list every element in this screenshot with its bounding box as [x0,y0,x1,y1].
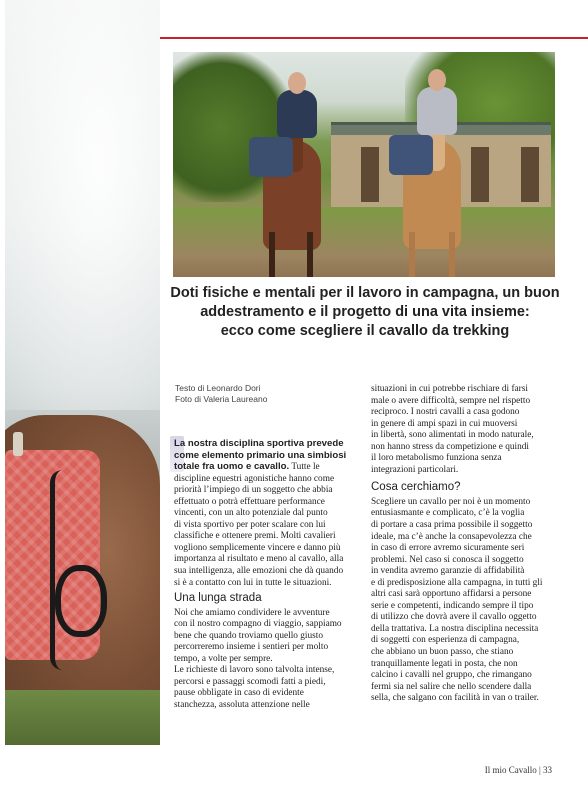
page-footer: Il mio Cavallo | 33 [484,765,552,775]
body-line: vincenti, con un alto potenziale dal punto [174,508,328,519]
rider-head [428,69,446,91]
top-rule [160,37,588,39]
body-line: stanchezza, assoluta attenzione nelle [174,700,310,711]
body-line: che abbiano un buon passo, che stiano [371,647,514,658]
body-line: pause obbligate in caso di evidente [174,688,304,699]
body-line: calcino i cavalli nel gruppo, che rimangano [371,670,532,681]
body-line: in vendita avremo garanzie di affidabilità [371,566,525,577]
credits [175,383,267,405]
horse-leg [449,232,455,277]
body-line: in caso di errore avremo sicuramente seri [371,543,525,554]
body-line: sella, che salgano con facilità in van o trailer. [371,693,539,704]
rider-legs [389,135,433,175]
main-photo-riders [173,52,555,277]
rider-head [288,72,306,94]
credit-text: Testo di Leonardo Dori [175,383,261,393]
body-line: entusiasmante e complicato, c’è la voglia [371,508,525,519]
rider-legs [249,137,293,177]
lead-line: La nostra disciplina sportiva prevede [174,438,344,449]
body-line: reciproco. I nostri cavalli a casa godono [371,407,520,418]
body-line: in libertà, sono alimentati in modo naturale, [371,430,534,441]
body-line: di utilizzo che dovrà avere il cavallo oggetto [371,612,537,623]
body-line: effettuato o potrà effettuare performance [174,496,325,507]
body-line: con il nostro compagno di viaggio, sappiamo [174,619,342,630]
stable-door [361,147,379,202]
body-line: male o avere difficoltà, sempre nel rispetto [371,395,531,406]
horse-leg [269,232,275,277]
body-line: si è a contatto con lui in tutte le situazioni. [174,577,332,588]
background-fog [5,0,160,410]
left-photo-saddle-closeup [5,0,160,745]
body-line: tempo, a volte per sempre. [174,653,273,664]
section-heading: Una lunga strada [174,592,262,605]
body-line: classifiche e ottenere premi. Molti cavalieri [174,531,336,542]
body-line: in genere di ampi spazi in cui muoversi [371,418,518,429]
body-line: problemi. Nel caso si conosca il soggetto [371,554,524,565]
subtitle-line: ecco come scegliere il cavallo da trekking [220,323,510,339]
horse-leg [409,232,415,277]
body-line: tranquillamente legati in posta, che non [371,658,518,669]
body-line: di portare a casa prima possibile il soggetto [371,520,533,531]
body-line: e di predisposizione alla campagna, in tutti gli [371,577,543,588]
body-line: ideale, ma c’è anche la consapevolezza che [371,531,532,542]
horse-leg [307,232,313,277]
rider-sweater [417,87,457,135]
body-text: Tutte le [289,462,320,473]
body-line: situazioni in cui potrebbe rischiare di farsi [371,384,528,394]
body-line: sua intelligenza, alle emozioni che dà quando [174,566,344,577]
body-line: discipline equestri agonistiche hanno come [174,473,335,484]
body-line: importanza al risultato e meno al cavallo, alla [174,554,344,565]
article-column-right [371,384,561,705]
stable-door [471,147,489,202]
body-line: altri casi sarà opportuno affidarsi a persone [371,589,532,600]
body-line: bene che quando troviamo quello giusto [174,630,323,641]
lead-line: totale fra uomo e cavallo. [174,461,290,473]
section-heading: Cosa cerchiamo? [371,481,461,494]
stable-door [521,147,539,202]
grass-path [173,207,555,277]
subtitle-line: addestramento e il progetto di una vita insieme: [200,304,530,320]
body-line: di soggetti con esperienza di campagna, [371,635,520,646]
rope-knot [55,565,107,637]
body-line: vogliono semplicemente vincere e danno più [174,542,341,553]
body-line: Noi che amiamo condividere le avventure [174,607,330,618]
body-line: fermi sia nel salire che nello scendere dalla [371,681,532,692]
body-line: integrazioni particolari. [371,464,459,475]
body-line: della trattativa. La nostra disciplina necessita [371,623,539,634]
article-subtitle [170,284,560,341]
subtitle-line: Doti fisiche e mentali per il lavoro in campagna, un buon [170,285,560,301]
body-line: il loro metabolismo funziona senza [371,453,502,464]
article-column-left [174,438,359,712]
buckle [13,432,23,456]
body-line: Le richieste di lavoro sono talvolta intense, [174,665,335,676]
body-line: Scegliere un cavallo per noi è un momento [371,496,531,507]
lead-line: come elemento primario una simbiosi [174,449,347,461]
rider-jacket [277,90,317,138]
body-line: di vista sportivo per poter scalare con lui [174,519,326,530]
body-line: percorsi e passaggi scomodi fatti a piedi, [174,676,326,687]
credit-photo: Foto di Valeria Laureano [175,394,268,404]
body-line: priorità l’impiego di un soggetto che abbia [174,485,333,496]
body-line: serie e competenti, indicando sempre il tipo [371,600,534,611]
body-line: percorreremo insieme i sentieri per molto [174,642,329,653]
body-line: non hanno stress da competizione e quindi [371,441,530,452]
ground [5,690,160,745]
